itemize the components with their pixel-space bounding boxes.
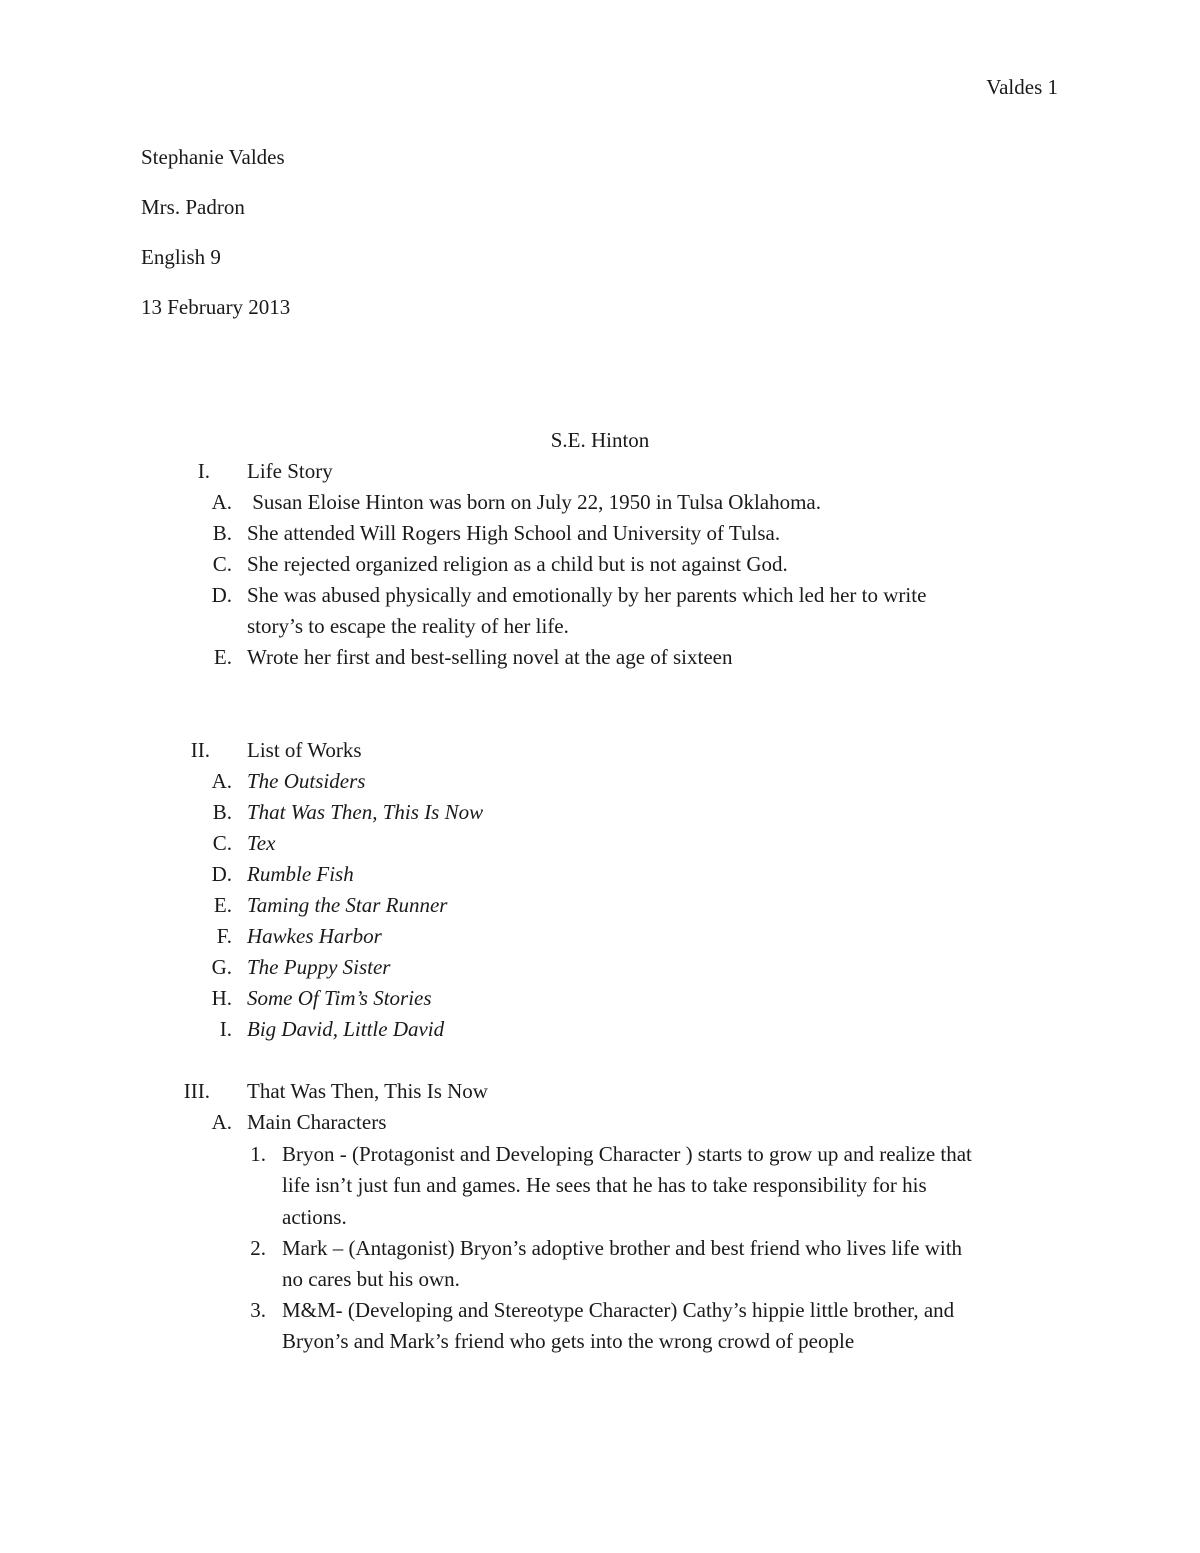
character-item: [0, 1139, 1200, 1170]
item-marker: A.: [211, 769, 232, 793]
outline-item: [0, 580, 1200, 611]
roman-numeral: III.: [183, 1079, 210, 1103]
item-marker: I.: [219, 1017, 232, 1041]
item-text: She rejected organized religion as a child but is not against God.: [247, 552, 788, 576]
item-text: She attended Will Rogers High School and University of Tulsa.: [247, 521, 781, 545]
work-title: Tex: [247, 831, 276, 855]
page-header-running-head: Valdes 1: [986, 75, 1058, 99]
item-number: 3.: [250, 1298, 266, 1322]
item-marker: D.: [211, 583, 232, 607]
character-item: [0, 1295, 1200, 1326]
item-marker: E.: [213, 645, 232, 669]
character-item-continuation: [0, 1202, 1200, 1233]
item-number: 2.: [250, 1236, 266, 1260]
item-marker: E.: [213, 893, 232, 917]
item-text: Wrote her first and best-selling novel at the age of sixteen: [247, 645, 733, 669]
item-text: Susan Eloise Hinton was born on July 22, 1950 in Tulsa Oklahoma.: [247, 490, 822, 514]
roman-numeral: I.: [197, 459, 210, 483]
character-item-continuation: [0, 1264, 1200, 1295]
item-text: She was abused physically and emotionally by her parents which led her to write: [247, 583, 927, 607]
work-title: Taming the Star Runner: [247, 893, 448, 917]
outline-subheading-row: [0, 1107, 1200, 1138]
roman-numeral: II.: [190, 738, 210, 762]
outline-heading-row: [0, 1076, 1200, 1107]
character-item-continuation: [0, 1326, 1200, 1357]
work-item: [0, 828, 1200, 859]
item-marker: F.: [216, 924, 232, 948]
work-title: Rumble Fish: [247, 862, 354, 886]
character-text: Bryon - (Protagonist and Developing Character ) starts to grow up and realize that: [282, 1142, 972, 1166]
work-item: [0, 859, 1200, 890]
outline-heading-row: [0, 735, 1200, 766]
date-line: 13 February 2013: [141, 295, 291, 319]
work-title: Big David, Little David: [247, 1017, 445, 1041]
character-text: Bryon’s and Mark’s friend who gets into the wrong crowd of people: [282, 1329, 855, 1353]
item-text: story’s to escape the reality of her life.: [247, 614, 569, 638]
item-marker: D.: [211, 862, 232, 886]
work-item: [0, 797, 1200, 828]
section-label: Life Story: [247, 459, 333, 483]
work-item: [0, 890, 1200, 921]
outline-item: [0, 642, 1200, 673]
outline-item-continuation: [0, 611, 1200, 642]
character-text: M&M- (Developing and Stereotype Character) Cathy’s hippie little brother, and: [282, 1298, 955, 1322]
work-title: That Was Then, This Is Now: [247, 800, 484, 824]
work-title: Hawkes Harbor: [247, 924, 382, 948]
outline-item: [0, 487, 1200, 518]
item-marker: B.: [212, 800, 232, 824]
character-text: life isn’t just fun and games. He sees that he has to take responsibility for his: [282, 1173, 927, 1197]
item-number: 1.: [250, 1142, 266, 1166]
course-name: English 9: [141, 245, 221, 269]
work-title: The Outsiders: [247, 769, 366, 793]
subsection-label: Main Characters: [247, 1110, 387, 1134]
teacher-name: Mrs. Padron: [141, 195, 245, 219]
item-marker: G.: [211, 955, 232, 979]
work-item: [0, 921, 1200, 952]
item-marker: B.: [212, 521, 232, 545]
character-text: actions.: [282, 1205, 347, 1229]
work-title: Some Of Tim’s Stories: [247, 986, 432, 1010]
work-item: [0, 952, 1200, 983]
work-item: [0, 983, 1200, 1014]
work-item: [0, 766, 1200, 797]
student-name: Stephanie Valdes: [141, 145, 285, 169]
outline-heading-row: [0, 456, 1200, 487]
outline-item: [0, 518, 1200, 549]
item-marker: A.: [211, 1110, 232, 1134]
work-title: The Puppy Sister: [247, 955, 391, 979]
character-item-continuation: [0, 1170, 1200, 1201]
section-label: That Was Then, This Is Now: [247, 1079, 488, 1103]
item-marker: H.: [211, 986, 232, 1010]
item-marker: C.: [212, 552, 232, 576]
character-text: Mark – (Antagonist) Bryon’s adoptive brother and best friend who lives life with: [282, 1236, 963, 1260]
character-item: [0, 1233, 1200, 1264]
item-marker: A.: [211, 490, 232, 514]
work-item: [0, 1014, 1200, 1045]
section-label: List of Works: [247, 738, 362, 762]
outline-item: [0, 549, 1200, 580]
document-title: S.E. Hinton: [550, 428, 650, 452]
item-marker: C.: [212, 831, 232, 855]
character-text: no cares but his own.: [282, 1267, 460, 1291]
